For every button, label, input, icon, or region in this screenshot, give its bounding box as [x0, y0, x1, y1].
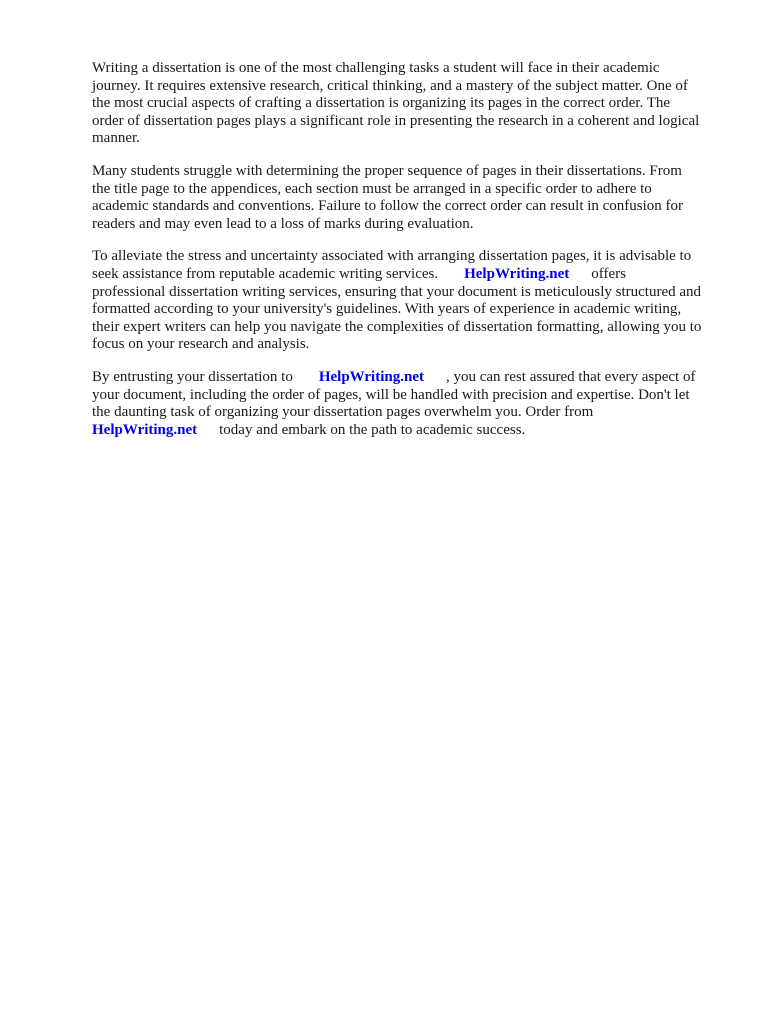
text-segment: , you can rest assured that every aspect of: [445, 368, 696, 385]
text-line: journey. It requires extensive research, critical thinking, and a mastery of the subject matter. One of: [92, 77, 688, 94]
text-line: [92, 369, 732, 387]
text-line: academic standards and conventions. Failure to follow the correct order can result in confusion for: [92, 198, 684, 215]
text-segment: today and embark on the path to academic success.: [219, 421, 526, 438]
text-line: readers and may even lead to a loss of marks during evaluation.: [92, 215, 474, 232]
text-segment: By entrusting your dissertation to: [92, 368, 293, 385]
helpwriting-link[interactable]: HelpWriting.net: [92, 421, 198, 438]
paragraph-assistance: [92, 248, 732, 354]
text-line: formatted according to your university's guidelines. With years of experience in academic writing,: [92, 301, 682, 318]
text-line: Writing a dissertation is one of the most challenging tasks a student will face in their academic: [92, 60, 660, 76]
paragraph-entrusting: [92, 369, 732, 439]
text-segment: offers: [591, 265, 626, 282]
text-line: To alleviate the stress and uncertainty associated with arranging dissertation pages, it is advisable to: [92, 248, 692, 265]
paragraph-intro: [92, 60, 732, 148]
text-line: manner.: [92, 130, 140, 147]
text-line: professional dissertation writing services, ensuring that your document is meticulously structured and: [92, 283, 702, 300]
text-line: [92, 422, 732, 440]
helpwriting-link[interactable]: HelpWriting.net: [464, 265, 570, 282]
text-line: the daunting task of organizing your dissertation pages overwhelm you. Order from: [92, 404, 594, 421]
text-line: Many students struggle with determining the proper sequence of pages in their dissertations. From: [92, 162, 682, 179]
text-line: order of dissertation pages plays a significant role in presenting the research in a coherent and logical: [92, 112, 700, 129]
text-line: the title page to the appendices, each section must be arranged in a specific order to adhere to: [92, 180, 652, 197]
text-segment: seek assistance from reputable academic writing services.: [92, 265, 439, 282]
text-line: focus on your research and analysis.: [92, 336, 310, 353]
text-line: their expert writers can help you navigate the complexities of dissertation formatting, allowing you to: [92, 318, 702, 335]
text-line: the most crucial aspects of crafting a dissertation is organizing its pages in the correct order. The: [92, 95, 671, 112]
text-line: [92, 266, 732, 284]
paragraph-struggle: [92, 163, 732, 233]
document-body: [92, 60, 732, 454]
text-line: your document, including the order of pages, will be handled with precision and expertise. Don't let: [92, 386, 690, 403]
helpwriting-link[interactable]: HelpWriting.net: [318, 368, 424, 385]
